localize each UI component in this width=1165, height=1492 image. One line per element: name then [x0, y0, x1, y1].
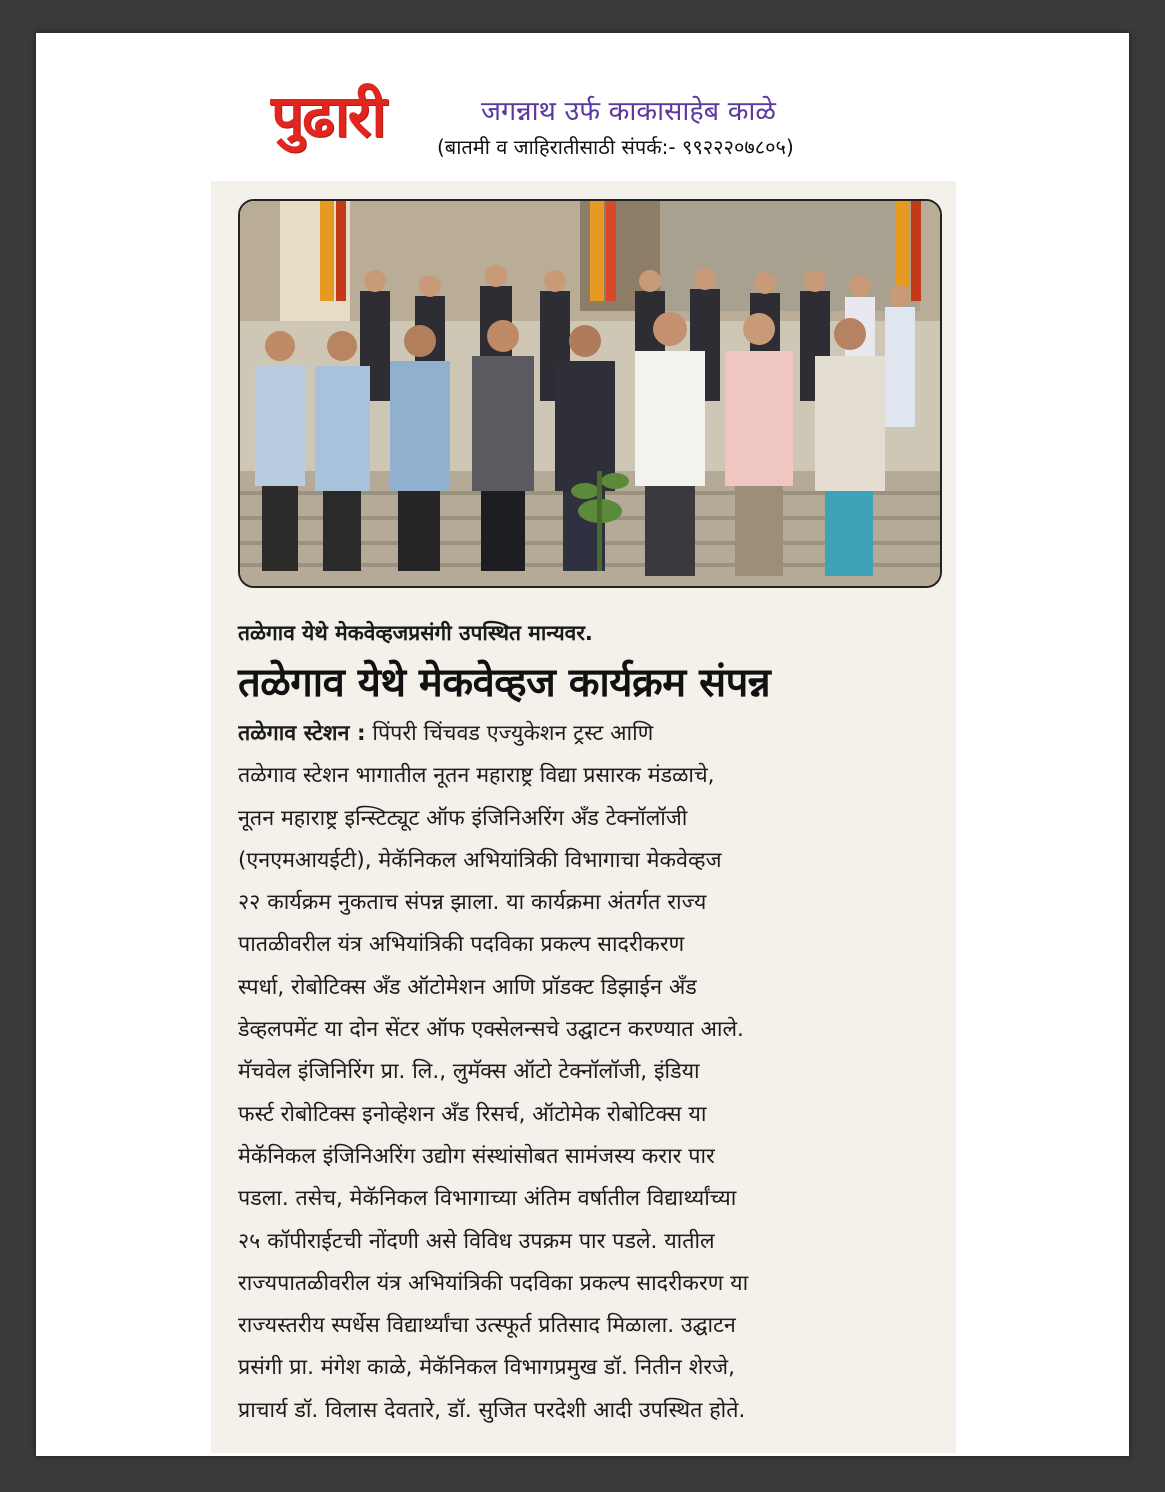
article-line: मेकॅनिकल इंजिनिअरिंग उद्योग संस्थांसोबत सामंजस्य करार पार	[238, 1143, 715, 1169]
article-line: राज्यस्तरीय स्पर्धेस विद्यार्थ्यांचा उत्स्फूर्त प्रतिसाद मिळाला. उद्घाटन	[238, 1313, 736, 1339]
author-name: जगन्नाथ उर्फ काकासाहेब काळे	[481, 96, 776, 127]
group-photo-icon	[240, 201, 940, 586]
article-body	[238, 713, 938, 1432]
article-line: नूतन महाराष्ट्र इन्स्टिट्यूट ऑफ इंजिनिअरिंग अँड टेक्नॉलॉजी	[238, 805, 688, 831]
article-line: २२ कार्यक्रम नुकताच संपन्न झाला. या कार्यक्रमा अंतर्गत राज्य	[238, 890, 707, 916]
article-line: तळेगाव स्टेशन भागातील नूतन महाराष्ट्र विद्या प्रसारक मंडळाचे,	[238, 763, 715, 789]
article-line: राज्यपातळीवरील यंत्र अभियांत्रिकी पदविका प्रकल्प सादरीकरण या	[238, 1270, 749, 1296]
article-line: प्रसंगी प्रा. मंगेश काळे, मेकॅनिकल विभागप्रमुख डॉ. नितीन शेरजे,	[238, 1355, 735, 1381]
article-line: स्पर्धा, रोबोटिक्स अँड ऑटोमेशन आणि प्रॉडक्ट डिझाईन अँड	[238, 974, 697, 1000]
article-line-1	[238, 713, 938, 755]
article-line: डेव्हलपमेंट या दोन सेंटर ऑफ एक्सेलन्सचे उद्घाटन करण्यात आले.	[238, 1017, 744, 1043]
article-line: फर्स्ट रोबोटिक्स इनोव्हेशन अँड रिसर्च, ऑटोमेक रोबोटिक्स या	[238, 1101, 707, 1127]
group-photo	[238, 199, 942, 588]
article-line-text: पिंपरी चिंचवड एज्युकेशन ट्रस्ट आणि	[365, 721, 654, 746]
article-line: पातळीवरील यंत्र अभियांत्रिकी पदविका प्रकल्प सादरीकरण	[238, 932, 685, 958]
article-line: २५ कॉपीराईटची नोंदणी असे विविध उपक्रम पार पडले. यातील	[238, 1228, 715, 1254]
page-frame	[36, 33, 1129, 1456]
contact-line: (बातमी व जाहिरातीसाठी संपर्क:- ९९२२२०७८०५)	[437, 135, 794, 159]
article-headline: तळेगाव येथे मेकवेव्हज कार्यक्रम संपन्न	[238, 660, 771, 706]
dateline: तळेगाव स्टेशन :	[238, 721, 366, 746]
article-line: पडला. तसेच, मेकॅनिकल विभागाच्या अंतिम वर्षातील विद्यार्थ्यांच्या	[238, 1186, 737, 1212]
photo-caption: तळेगाव येथे मेकवेव्हजप्रसंगी उपस्थित मान्यवर.	[238, 621, 593, 645]
newspaper-clipping	[211, 41, 956, 1453]
article-line: (एनएमआयईटी), मेकॅनिकल अभियांत्रिकी विभागाचा मेकवेव्हज	[238, 847, 722, 873]
masthead	[211, 41, 956, 181]
article-line: प्राचार्य डॉ. विलास देवतारे, डॉ. सुजित परदेशी आदी उपस्थित होते.	[238, 1397, 746, 1423]
article-line: मॅचवेल इंजिनिरिंग प्रा. लि., लुमॅक्स ऑटो टेक्नॉलॉजी, इंडिया	[238, 1059, 700, 1085]
newspaper-logo: पुढारी	[271, 82, 385, 150]
